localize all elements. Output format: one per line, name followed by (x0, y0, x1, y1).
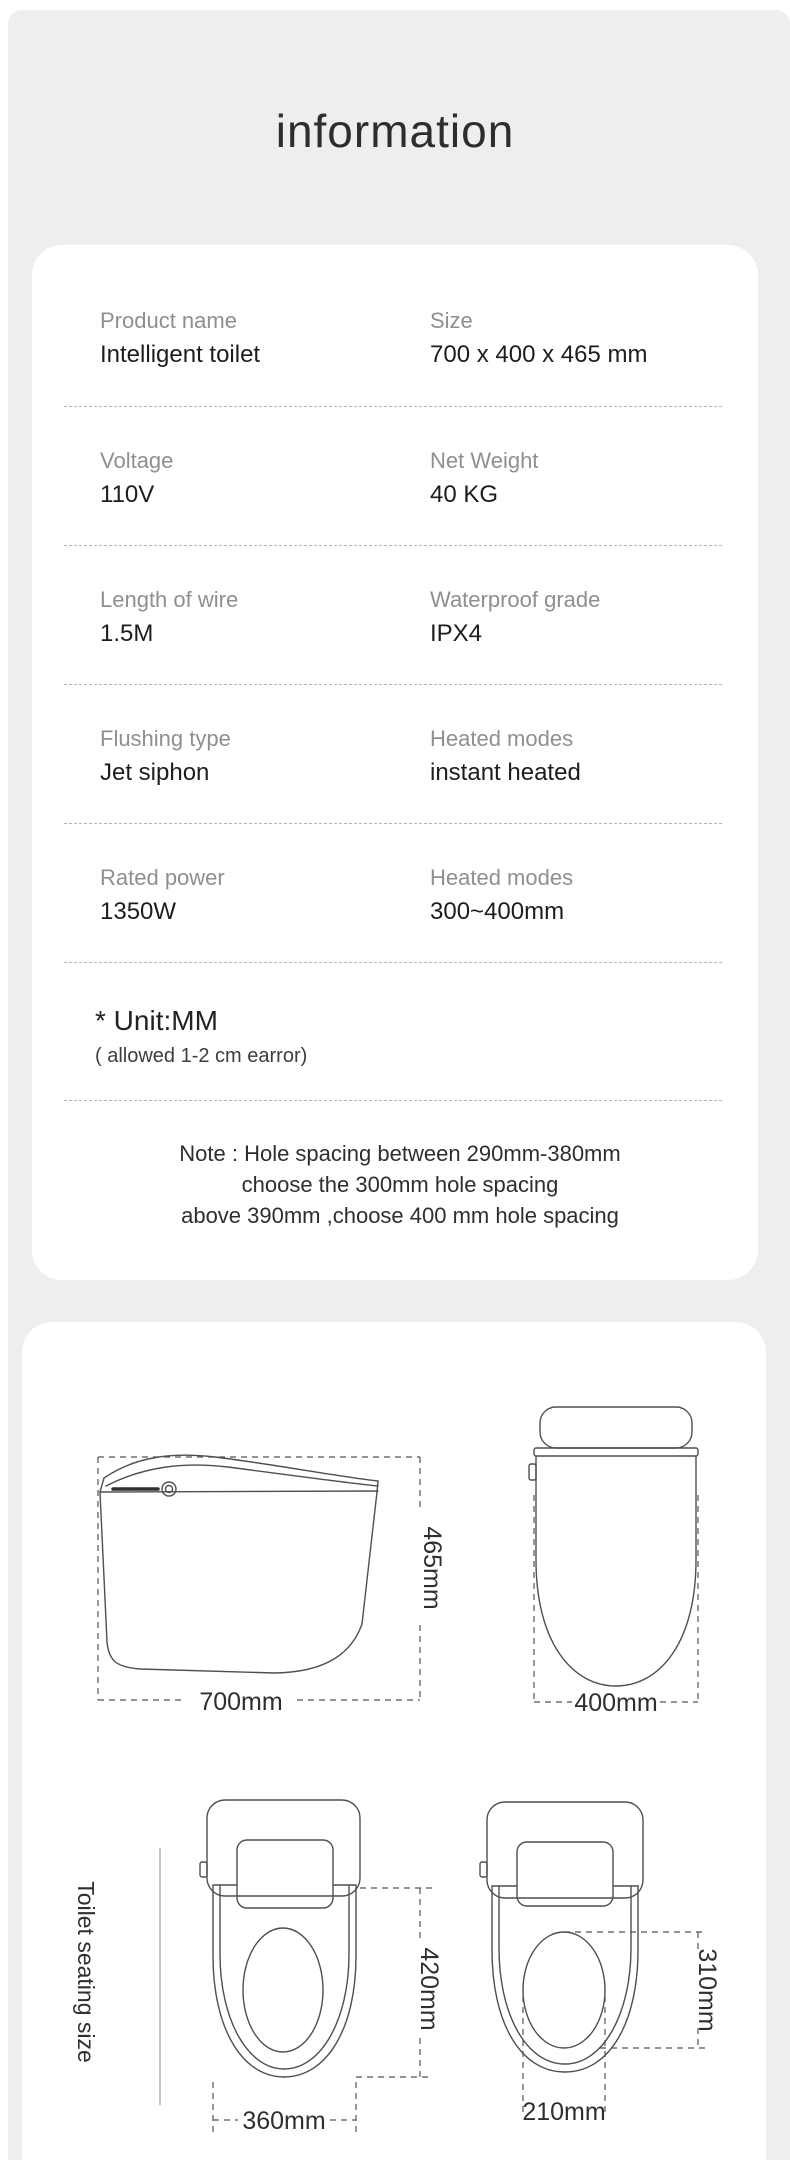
seat-lid-open (237, 1840, 333, 1908)
side-view-drawing (98, 1455, 446, 1716)
bowl-opening (243, 1928, 323, 2052)
unit-note-subtitle: ( allowed 1-2 cm earror) (95, 1045, 308, 1067)
spec-value: 1350W (100, 898, 177, 925)
spec-label: Heated modes (430, 726, 574, 751)
spec-cell-rated-power (100, 866, 225, 925)
spec-label: Heated modes (430, 865, 574, 890)
seat-right-drawing (480, 1802, 721, 2126)
seat-ring-inner (220, 1886, 349, 2069)
spec-value: IPX4 (430, 620, 483, 647)
note-line-2: choose the 300mm hole spacing (241, 1172, 559, 1197)
toilet-button-outer (162, 1482, 176, 1496)
row-separator (64, 684, 722, 685)
row-separator (64, 545, 722, 546)
unit-note-title: * Unit:MM (95, 1005, 218, 1036)
spec-label: Voltage (100, 448, 174, 473)
row-separator (64, 962, 722, 963)
spec-cell-heated-modes (430, 727, 581, 786)
seat-left-depth-label: 420mm (415, 1947, 443, 2031)
side-button (529, 1464, 536, 1480)
spec-cell-wire-length (100, 588, 238, 647)
tank-top-view (540, 1407, 692, 1448)
row-separator (64, 1100, 722, 1101)
row-separator (64, 823, 722, 824)
seat-ring-outer (492, 1886, 638, 2072)
side-view-height-label: 465mm (418, 1526, 446, 1610)
spec-value: 700 x 400 x 465 mm (430, 341, 648, 368)
top-view-width-label: 400mm (574, 1689, 658, 1717)
side-button (200, 1862, 207, 1877)
spec-label: Rated power (100, 865, 225, 890)
spec-cell-net-weight (430, 449, 538, 508)
seat-right-width-label: 210mm (522, 2098, 606, 2126)
dim-line-width-ticks (523, 1985, 605, 2115)
spec-value: 1.5M (100, 620, 154, 647)
spec-cell-size (430, 309, 647, 368)
toilet-body (100, 1492, 377, 1673)
top-view-drawing (529, 1407, 698, 1717)
note-line-3: above 390mm ,choose 400 mm hole spacing (181, 1203, 619, 1228)
note-line-1: Note : Hole spacing between 290mm-380mm (179, 1141, 621, 1166)
row-separator (64, 406, 722, 407)
side-view-width-label: 700mm (199, 1688, 283, 1716)
spec-card (32, 245, 758, 1280)
spec-label: Length of wire (100, 587, 239, 612)
spec-label: Size (430, 308, 473, 333)
tank-rim (534, 1448, 698, 1456)
side-button (480, 1862, 487, 1877)
seat-right-depth-label: 310mm (693, 1948, 721, 2032)
spec-value: 40 KG (430, 481, 499, 508)
seat-ring-inner (499, 1886, 631, 2064)
spec-value: 300~400mm (430, 898, 565, 925)
spec-label: Flushing type (100, 726, 231, 751)
lid-top-view (536, 1456, 696, 1686)
dimension-drawings (0, 1322, 790, 2160)
seat-ring-outer (213, 1886, 356, 2077)
spec-value: 110V (100, 481, 155, 508)
dim-line-sides (534, 1495, 698, 1702)
spec-value: instant heated (430, 759, 581, 786)
page-title: information (275, 105, 515, 157)
hole-spacing-note (60, 1138, 740, 1231)
seat-tank (207, 1800, 360, 1896)
spec-label: Waterproof grade (430, 587, 601, 612)
seat-left-width-label: 360mm (242, 2107, 326, 2135)
spec-cell-flushing-type (100, 727, 231, 786)
spec-label: Product name (100, 308, 237, 333)
spec-cell-hole-spacing (430, 866, 573, 925)
seating-size-caption: Toilet seating size (73, 1881, 99, 2063)
toilet-back-edge (377, 1481, 378, 1492)
bowl-opening (523, 1932, 605, 2048)
spec-cell-product-name (100, 309, 260, 368)
seat-lid-open (517, 1842, 613, 1906)
spec-cell-voltage (100, 449, 173, 508)
spec-value: Intelligent toilet (100, 341, 261, 368)
spec-label: Net Weight (430, 448, 539, 473)
spec-value: Jet siphon (100, 759, 210, 786)
seat-tank (487, 1802, 643, 1898)
seat-left-drawing (200, 1800, 443, 2135)
spec-cell-waterproof (430, 588, 600, 647)
